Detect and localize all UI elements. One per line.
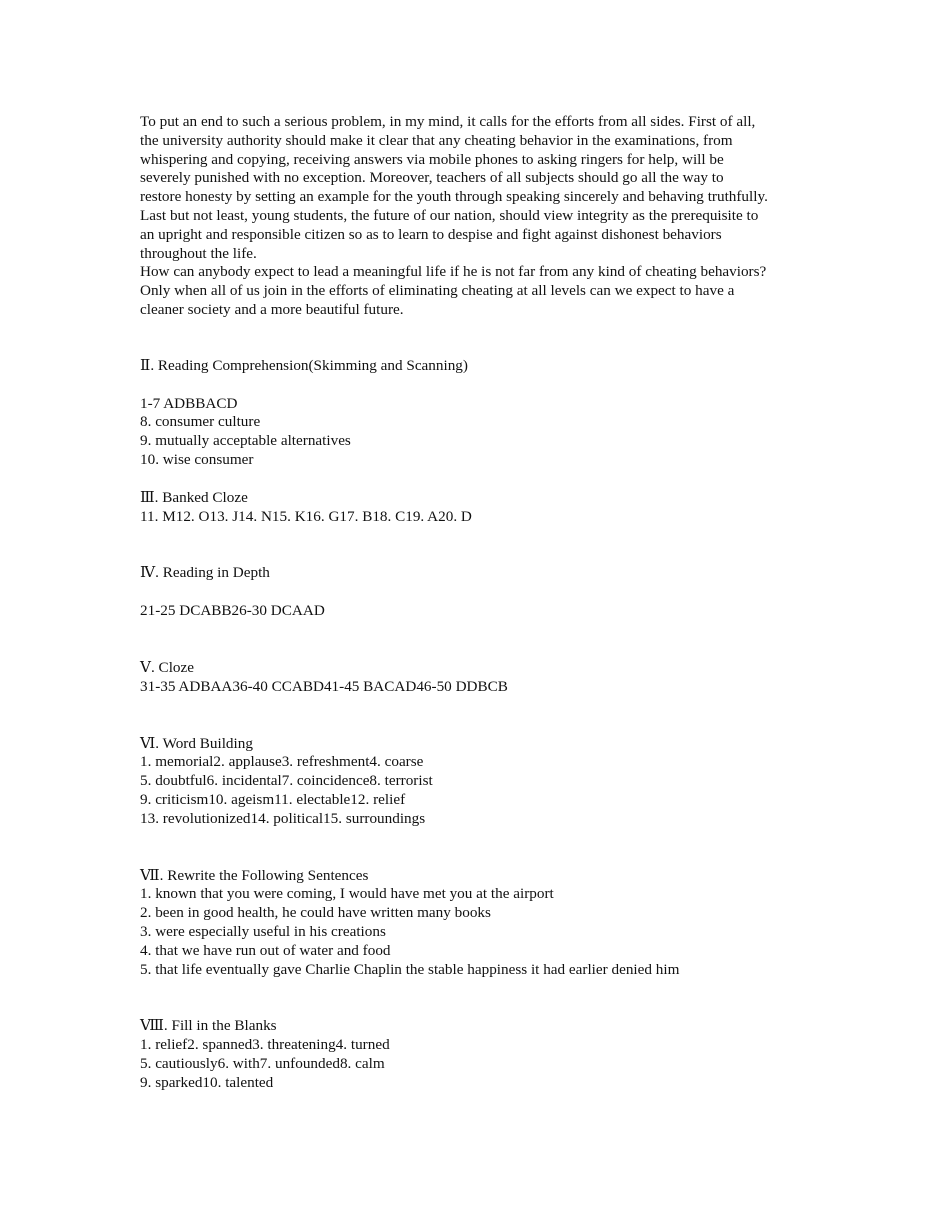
answer-line: 10. wise consumer <box>140 450 254 468</box>
essay-line: cleaner society and a more beautiful future. <box>140 300 404 318</box>
answer-line: 21-25 DCABB26-30 DCAAD <box>140 602 325 620</box>
essay-line: severely punished with no exception. Moreover, teachers of all subjects should go all the way to <box>140 169 724 187</box>
section-reading-in-depth <box>140 564 830 621</box>
section-cloze <box>140 659 830 697</box>
essay-line: whispering and copying, receiving answers via mobile phones to asking ringers for help, will be <box>140 150 724 168</box>
section-fill-in-blanks <box>140 1017 830 1092</box>
answer-line: 9. criticism10. ageism11. electable12. relief <box>140 790 406 808</box>
section-banked-cloze <box>140 489 830 527</box>
essay-line: throughout the life. <box>140 244 257 262</box>
answer-line: 9. sparked10. talented <box>140 1073 274 1091</box>
answer-line: 1. relief2. spanned3. threatening4. turned <box>140 1036 390 1054</box>
answer-line: 5. cautiously6. with7. unfounded8. calm <box>140 1054 385 1072</box>
answer-line: 4. that we have run out of water and food <box>140 941 391 959</box>
essay-line: How can anybody expect to lead a meaningful life if he is not far from any kind of cheating behaviors? <box>140 263 767 281</box>
section-heading: Ⅳ. Reading in Depth <box>140 564 270 582</box>
section-heading: Ⅲ. Banked Cloze <box>140 488 248 506</box>
section-heading: Ⅵ. Word Building <box>140 734 253 752</box>
answer-line: 1. memorial2. applause3. refreshment4. coarse <box>140 753 424 771</box>
answer-line: 1-7 ADBBACD <box>140 394 238 412</box>
section-rewrite-sentences <box>140 867 830 980</box>
essay-line: To put an end to such a serious problem, in my mind, it calls for the efforts from all sides. First of all, <box>140 113 756 130</box>
answer-key-page <box>140 113 830 1092</box>
essay-line: an upright and responsible citizen so as to learn to despise and fight against dishonest behaviors <box>140 225 722 243</box>
answer-line: 11. M12. O13. J14. N15. K16. G17. B18. C19. A20. D <box>140 507 472 525</box>
essay-line: the university authority should make it clear that any cheating behavior in the examinations, from <box>140 131 733 149</box>
essay-line: Last but not least, young students, the future of our nation, should view integrity as the prerequisite to <box>140 206 759 224</box>
answer-line: 8. consumer culture <box>140 413 261 431</box>
section-heading: Ⅷ. Fill in the Blanks <box>140 1017 277 1035</box>
section-heading: Ⅴ. Cloze <box>140 658 194 676</box>
section-reading-skimming <box>140 357 830 470</box>
answer-line: 13. revolutionized14. political15. surroundings <box>140 809 426 827</box>
answer-line: 5. doubtful6. incidental7. coincidence8. terrorist <box>140 772 433 790</box>
essay-paragraph <box>140 113 830 320</box>
answer-line: 5. that life eventually gave Charlie Chaplin the stable happiness it had earlier denied him <box>140 960 680 978</box>
essay-line: Only when all of us join in the efforts of eliminating cheating at all levels can we expect to have a <box>140 282 735 300</box>
answer-line: 9. mutually acceptable alternatives <box>140 432 351 450</box>
section-word-building <box>140 735 830 829</box>
section-heading: Ⅶ. Rewrite the Following Sentences <box>140 866 369 884</box>
answer-line: 3. were especially useful in his creations <box>140 922 386 940</box>
essay-line: restore honesty by setting an example for the youth through speaking sincerely and behaving truthfully. <box>140 188 768 206</box>
section-heading: Ⅱ. Reading Comprehension(Skimming and Scanning) <box>140 356 468 374</box>
answer-line: 2. been in good health, he could have written many books <box>140 904 491 922</box>
answer-line: 31-35 ADBAA36-40 CCABD41-45 BACAD46-50 DDBCB <box>140 677 508 695</box>
answer-line: 1. known that you were coming, I would have met you at the airport <box>140 885 554 903</box>
